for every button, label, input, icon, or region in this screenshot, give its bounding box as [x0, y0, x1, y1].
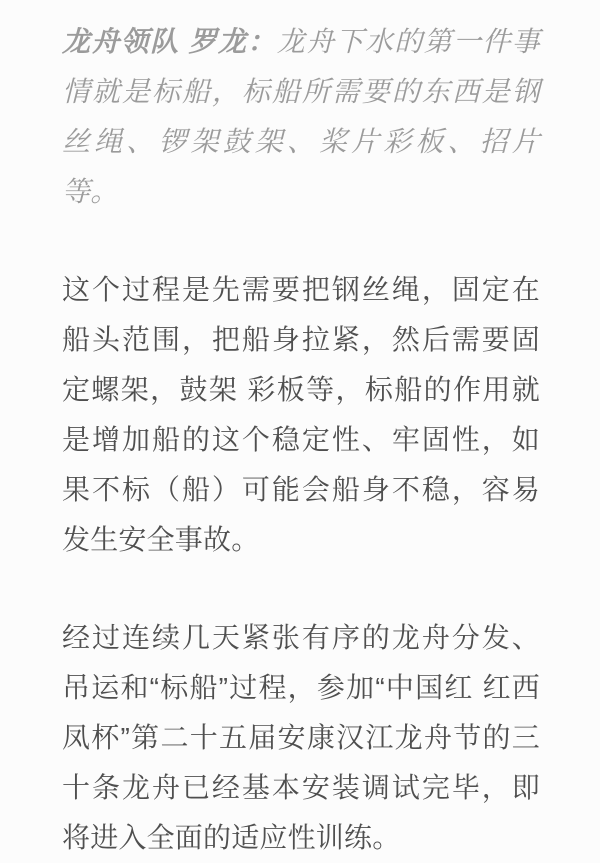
quote-speaker-label: 龙舟领队 罗龙：: [62, 26, 277, 57]
quote-paragraph: [62, 17, 540, 217]
body-paragraph-2: 经过连续几天紧张有序的龙舟分发、吊运和“标船”过程，参加“中国红 红西凤杯”第二十五届安康汉江龙舟节的三十条龙舟已经基本安装调试完毕，即将进入全面的适应性训练。: [62, 622, 540, 853]
body-paragraph-1: 这个过程是先需要把钢丝绳，固定在船头范围，把船身拉紧，然后需要固定螺架，鼓架 彩板等，标船的作用就是增加船的这个稳定性、牢固性，如果不标（船）可能会船身不稳，容易发生安全事故。: [62, 274, 540, 555]
quote-text: 龙舟下水的第一件事情就是标船，标船所需要的东西是钢丝绳、锣架鼓架、桨片彩板、招片等。: [62, 26, 540, 207]
